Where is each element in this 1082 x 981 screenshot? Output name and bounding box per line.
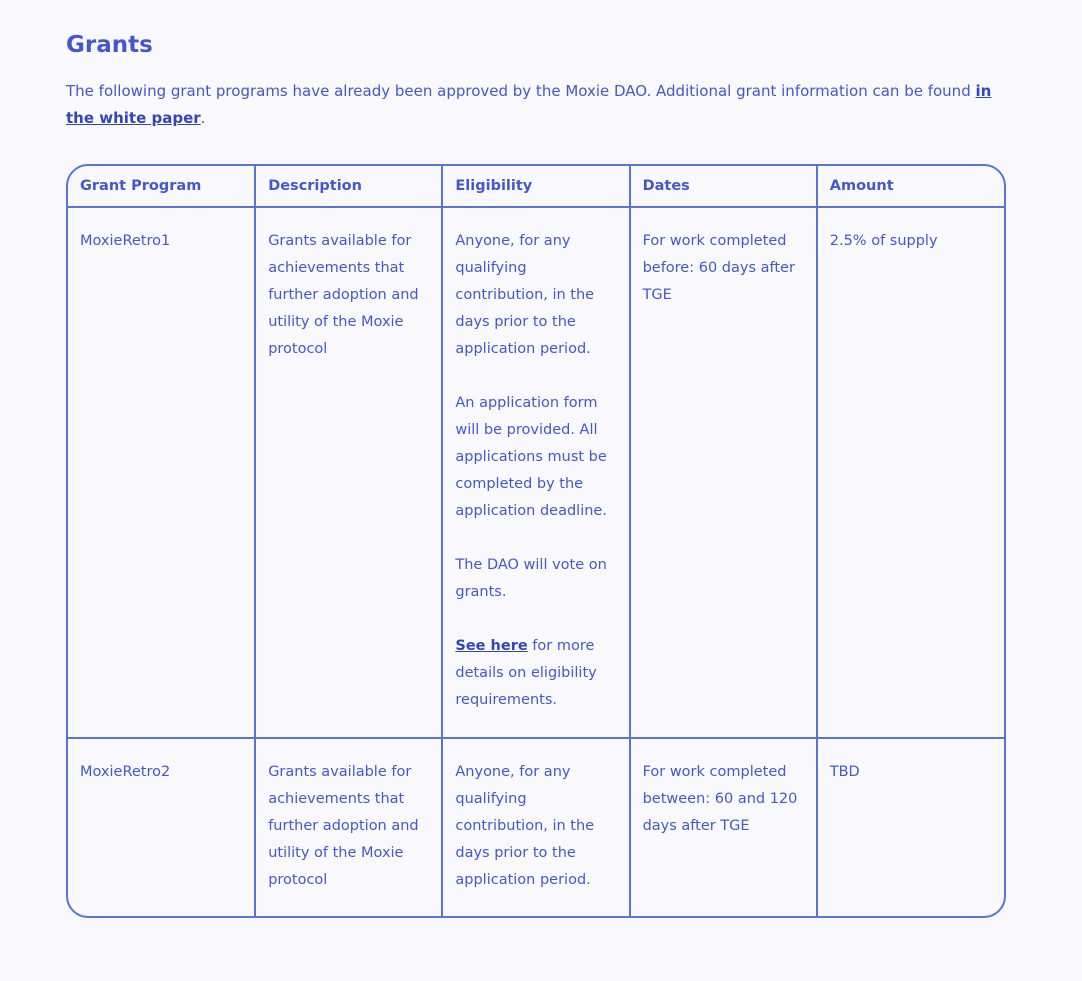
table-row <box>68 738 1004 916</box>
eligibility-paragraph: An application form will be provided. All applications must be completed by the application deadline. <box>455 395 607 519</box>
cell-description: Grants available for achievements that further adoption and utility of the Moxie protocol <box>255 738 442 916</box>
eligibility-details-text: for more details on eligibility requirements. <box>455 638 597 708</box>
cell-eligibility <box>442 207 629 738</box>
eligibility-paragraph: Anyone, for any qualifying contribution, in the days prior to the application period. <box>455 764 595 888</box>
eligibility-paragraph <box>455 633 616 714</box>
intro-suffix: . <box>200 109 206 127</box>
header-grant-program: Grant Program <box>68 166 255 207</box>
cell-program: MoxieRetro2 <box>68 738 255 916</box>
intro-text: The following grant programs have already been approved by the Moxie DAO. Additional grant information can be found <box>66 82 976 100</box>
see-here-link[interactable]: See here <box>455 638 528 654</box>
header-amount: Amount <box>817 166 1004 207</box>
cell-dates: For work completed between: 60 and 120 days after TGE <box>630 738 817 916</box>
cell-program: MoxieRetro1 <box>68 207 255 738</box>
header-eligibility: Eligibility <box>442 166 629 207</box>
cell-amount: 2.5% of supply <box>817 207 1004 738</box>
grants-section <box>66 30 1006 888</box>
cell-description: Grants available for achievements that further adoption and utility of the Moxie protocol <box>255 207 442 738</box>
header-description: Description <box>255 166 442 207</box>
cell-amount: TBD <box>817 738 1004 916</box>
cell-dates: For work completed before: 60 days after TGE <box>630 207 817 738</box>
header-dates: Dates <box>630 166 817 207</box>
table-header-row <box>68 166 1004 207</box>
eligibility-paragraph: Anyone, for any qualifying contribution, in the days prior to the application period. <box>455 233 595 357</box>
table-row <box>68 207 1004 738</box>
white-paper-link[interactable]: in the white paper <box>66 82 992 127</box>
intro-paragraph <box>66 78 1006 132</box>
cell-eligibility <box>442 738 629 916</box>
grants-table-container <box>66 164 1006 918</box>
eligibility-paragraph: The DAO will vote on grants. <box>455 557 607 600</box>
page-title: Grants <box>66 32 153 58</box>
grants-table <box>68 166 1004 916</box>
